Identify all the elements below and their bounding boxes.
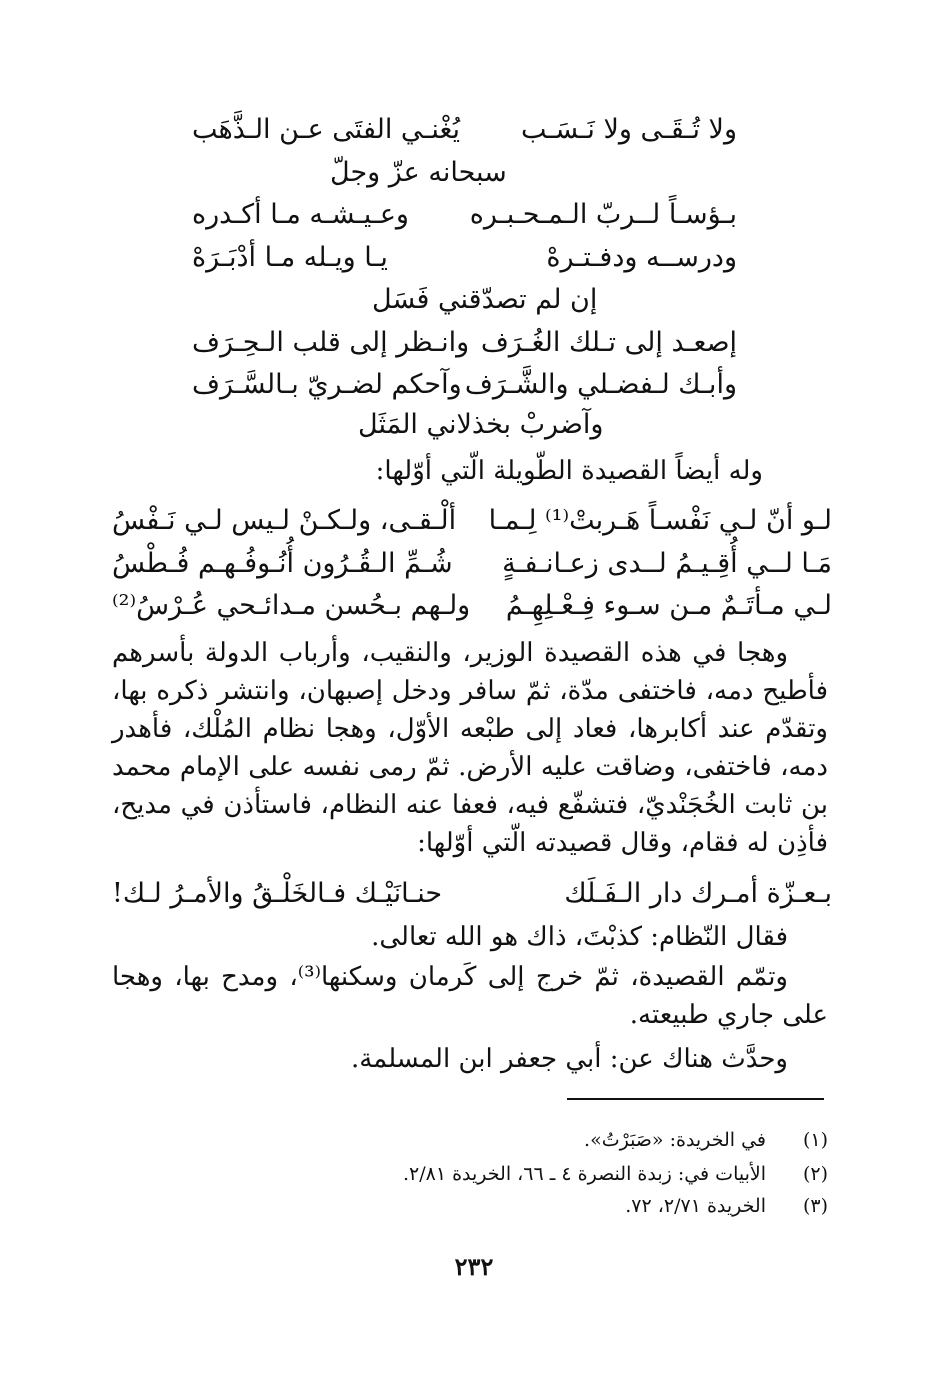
verse-right-hemistich: ولا تُـقَـى ولا نَـسَـب xyxy=(520,114,737,145)
verse-left-hemistich: شُـمِّ الـقُـرُون أُنُـوفُـهـم فُـطْسُ xyxy=(112,548,453,579)
paragraph-text: وتمّم القصيدة، ثمّ خرج إلى كَرمان وسكنها⁽³⁾، ومدح بها، وهجا على جاري طبيعته. xyxy=(112,962,828,1030)
footnote xyxy=(300,1192,828,1220)
paragraph-text: فقال النّظام: كذبْتَ، ذاك هو الله تعالى. xyxy=(371,922,788,952)
verse-line-single: سبحانه عزّ وجلّ xyxy=(330,157,507,188)
verse-line xyxy=(192,367,737,403)
verse-line-single: إن لم تصدّقني فَسَل xyxy=(372,284,598,315)
verse-line xyxy=(112,588,832,624)
intro-text: وله أيضاً القصيدة الطّويلة الّتي أوّلها: xyxy=(375,456,763,486)
verse-right-hemistich: مَـا لــي أُقِـيـمُ لــدى زعـانـفـةٍ xyxy=(502,548,832,579)
verse-left-hemistich: يـا ويـله مـا أدْبَـرَهْ xyxy=(192,242,388,273)
paragraph-text: وهجا في هذه القصيدة الوزير، والنقيب، وأرباب الدولة بأسرهم فأطيح دمه، فاختفى مدّة، ثمّ سافر ودخل إصبهان، وانتشر ذكره بها، وتقدّم عند أكابرها، فعاد إلى طبْعه الأوّل، وهجا نظام المُلْك، فأهدر دمه، فاختفى، وضاقت عليه الأرض. ثمّ رمى نفسه على الإمام محمد بن ثابت الخُجَنْديّ، فتشفّع فيه، فعفا عنه النظام، فاستأذن في مديح، فأذِن له فقام، وقال قصيدته الّتي أوّلها: xyxy=(112,638,828,858)
verse-right-hemistich: لـو أنّ لـي نَفْسـاً هَـربتْ⁽¹⁾ لِـمـا xyxy=(488,505,832,536)
verse-left-hemistich: ألْـقـى، ولـكـنْ لـيس لـي نَـفْسُ xyxy=(112,505,457,536)
footnote-text: في الخريدة: «صَبَرْتُ». xyxy=(584,1129,766,1151)
verse-left-hemistich: وآحكم لضـريّ بـالسَّـرَف xyxy=(192,369,462,400)
footnote-number: (١) xyxy=(802,1129,828,1151)
verse-left-hemistich: وانـظر إلى قلب الـحِـرَف xyxy=(192,327,470,358)
verse-left-hemistich: وعـيـشـه مـا أكـدره xyxy=(192,199,409,230)
verse-line xyxy=(192,112,737,148)
footnote xyxy=(300,1160,828,1188)
verse-line-single: وآضربْ بخذلاني المَثَل xyxy=(358,409,604,440)
verse-right-hemistich: بـؤسـاً لــربّ الـمـحـبـره xyxy=(469,199,737,230)
verse-right-hemistich: ودرســه ودفـتـرهْ xyxy=(546,242,737,273)
verse-right-hemistich: لـي مـأتَـمٌ مـن سـوء فِـعْـلِهِـمُ xyxy=(505,590,832,621)
footnote-number: (٢) xyxy=(802,1163,828,1185)
footnote xyxy=(300,1126,828,1154)
verse-line xyxy=(192,197,737,233)
verse-line xyxy=(192,240,737,276)
verse-line xyxy=(112,876,832,912)
page-number: ٢٣٢ xyxy=(454,1252,494,1281)
prose-paragraph xyxy=(112,1040,828,1078)
verse-right-hemistich: وأبـك لـفضـلي والشَّـرَف xyxy=(464,369,737,400)
verse-line xyxy=(192,325,737,361)
footnote-number: (٣) xyxy=(802,1195,828,1217)
verse-left-hemistich: يُغْنـي الفتَى عـن الـذَّهَب xyxy=(192,114,461,145)
footnote-divider xyxy=(567,1098,824,1100)
verse-left-hemistich: ولـهم بـحُسن مـدائـحي عُـرْسُ⁽²⁾ xyxy=(112,590,471,621)
footnote-text: الأبيات في: زبدة النصرة ٤ ـ ٦٦، الخريدة ٢/٨١. xyxy=(402,1163,766,1185)
verse-line xyxy=(112,503,832,539)
footnote-text: الخريدة ٢/٧١، ٧٢. xyxy=(625,1195,766,1217)
prose-paragraph xyxy=(112,634,828,862)
paragraph-text: وحدَّث هناك عن: أبي جعفر ابن المسلمة. xyxy=(350,1044,788,1074)
verse-right-hemistich: إصعـد إلى تـلك الغُـرَف xyxy=(480,327,737,358)
verse-left-hemistich: حنـانَيْـك فـالخَلْـقُ والأمـرُ لـك! xyxy=(112,878,443,909)
prose-paragraph xyxy=(112,918,828,956)
prose-paragraph xyxy=(112,958,828,1034)
verse-right-hemistich: بـعـزّة أمـرك دار الـفَـلَك xyxy=(564,878,832,909)
verse-line xyxy=(112,546,832,582)
